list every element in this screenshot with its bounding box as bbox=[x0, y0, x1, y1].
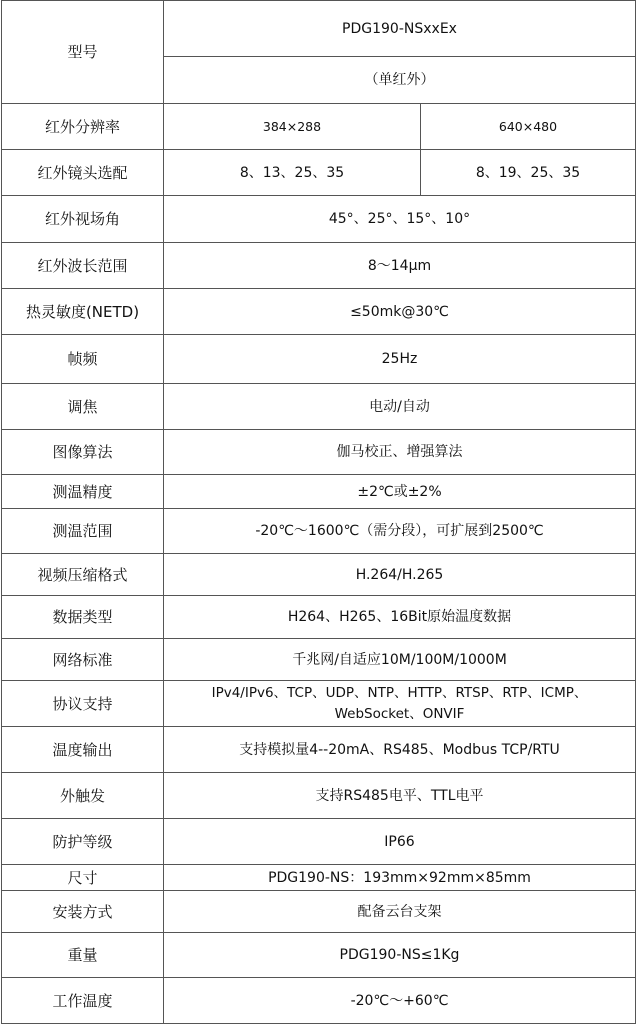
ir-lens-value-a: 8、13、25、35 bbox=[164, 150, 421, 196]
frame-rate-value: 25Hz bbox=[164, 335, 636, 384]
table-row bbox=[2, 384, 636, 430]
dimensions-label: 尺寸 bbox=[2, 865, 164, 891]
operating-temp-label: 工作温度 bbox=[2, 978, 164, 1024]
protocols-label: 协议支持 bbox=[2, 681, 164, 727]
model-variant: （单红外） bbox=[164, 57, 636, 104]
temp-range-label: 测温范围 bbox=[2, 509, 164, 554]
external-trigger-value: 支持RS485电平、TTL电平 bbox=[164, 773, 636, 819]
installation-value: 配备云台支架 bbox=[164, 891, 636, 933]
protection-value: IP66 bbox=[164, 819, 636, 865]
netd-value: ≤50mk@30℃ bbox=[164, 289, 636, 335]
table-row bbox=[2, 933, 636, 978]
protection-label: 防护等级 bbox=[2, 819, 164, 865]
ir-lens-value-b: 8、19、25、35 bbox=[421, 150, 636, 196]
ir-fov-label: 红外视场角 bbox=[2, 196, 164, 243]
installation-label: 安装方式 bbox=[2, 891, 164, 933]
table-row bbox=[2, 891, 636, 933]
weight-label: 重量 bbox=[2, 933, 164, 978]
focus-label: 调焦 bbox=[2, 384, 164, 430]
video-compression-label: 视频压缩格式 bbox=[2, 554, 164, 596]
data-type-label: 数据类型 bbox=[2, 596, 164, 639]
protocols-value: IPv4/IPv6、TCP、UDP、NTP、HTTP、RTSP、RTP、ICMP、WebSocket、ONVIF bbox=[164, 681, 636, 727]
model-label: 型号 bbox=[2, 1, 164, 104]
dimensions-value: PDG190-NS：193mm×92mm×85mm bbox=[164, 865, 636, 891]
table-row bbox=[2, 596, 636, 639]
table-row bbox=[2, 430, 636, 475]
table-row bbox=[2, 819, 636, 865]
table-row bbox=[2, 104, 636, 150]
ir-wavelength-label: 红外波长范围 bbox=[2, 243, 164, 289]
ir-fov-value: 45°、25°、15°、10° bbox=[164, 196, 636, 243]
table-row bbox=[2, 773, 636, 819]
table-row bbox=[2, 509, 636, 554]
spec-table bbox=[1, 0, 636, 1024]
ir-resolution-value-a: 384×288 bbox=[164, 104, 421, 150]
table-row bbox=[2, 865, 636, 891]
table-row bbox=[2, 1, 636, 57]
data-type-value: H264、H265、16Bit原始温度数据 bbox=[164, 596, 636, 639]
weight-value: PDG190-NS≤1Kg bbox=[164, 933, 636, 978]
netd-label: 热灵敏度(NETD) bbox=[2, 289, 164, 335]
ir-wavelength-value: 8～14μm bbox=[164, 243, 636, 289]
ir-lens-label: 红外镜头选配 bbox=[2, 150, 164, 196]
temp-range-value: -20℃～1600℃（需分段），可扩展到2500℃ bbox=[164, 509, 636, 554]
image-algorithm-label: 图像算法 bbox=[2, 430, 164, 475]
external-trigger-label: 外触发 bbox=[2, 773, 164, 819]
temp-output-value: 支持模拟量4--20mA、RS485、Modbus TCP/RTU bbox=[164, 727, 636, 773]
frame-rate-label: 帧频 bbox=[2, 335, 164, 384]
image-algorithm-value: 伽马校正、增强算法 bbox=[164, 430, 636, 475]
table-row bbox=[2, 639, 636, 681]
table-row bbox=[2, 681, 636, 727]
ir-resolution-label: 红外分辨率 bbox=[2, 104, 164, 150]
model-name: PDG190-NSxxEx bbox=[164, 1, 636, 57]
table-row bbox=[2, 978, 636, 1024]
video-compression-value: H.264/H.265 bbox=[164, 554, 636, 596]
network-label: 网络标准 bbox=[2, 639, 164, 681]
focus-value: 电动/自动 bbox=[164, 384, 636, 430]
table-row bbox=[2, 196, 636, 243]
table-row bbox=[2, 243, 636, 289]
table-row bbox=[2, 475, 636, 509]
operating-temp-value: -20℃～+60℃ bbox=[164, 978, 636, 1024]
temp-accuracy-label: 测温精度 bbox=[2, 475, 164, 509]
table-row bbox=[2, 727, 636, 773]
temp-accuracy-value: ±2℃或±2% bbox=[164, 475, 636, 509]
ir-resolution-value-b: 640×480 bbox=[421, 104, 636, 150]
network-value: 千兆网/自适应10M/100M/1000M bbox=[164, 639, 636, 681]
table-row bbox=[2, 289, 636, 335]
table-row bbox=[2, 335, 636, 384]
table-row bbox=[2, 554, 636, 596]
temp-output-label: 温度输出 bbox=[2, 727, 164, 773]
table-row bbox=[2, 150, 636, 196]
